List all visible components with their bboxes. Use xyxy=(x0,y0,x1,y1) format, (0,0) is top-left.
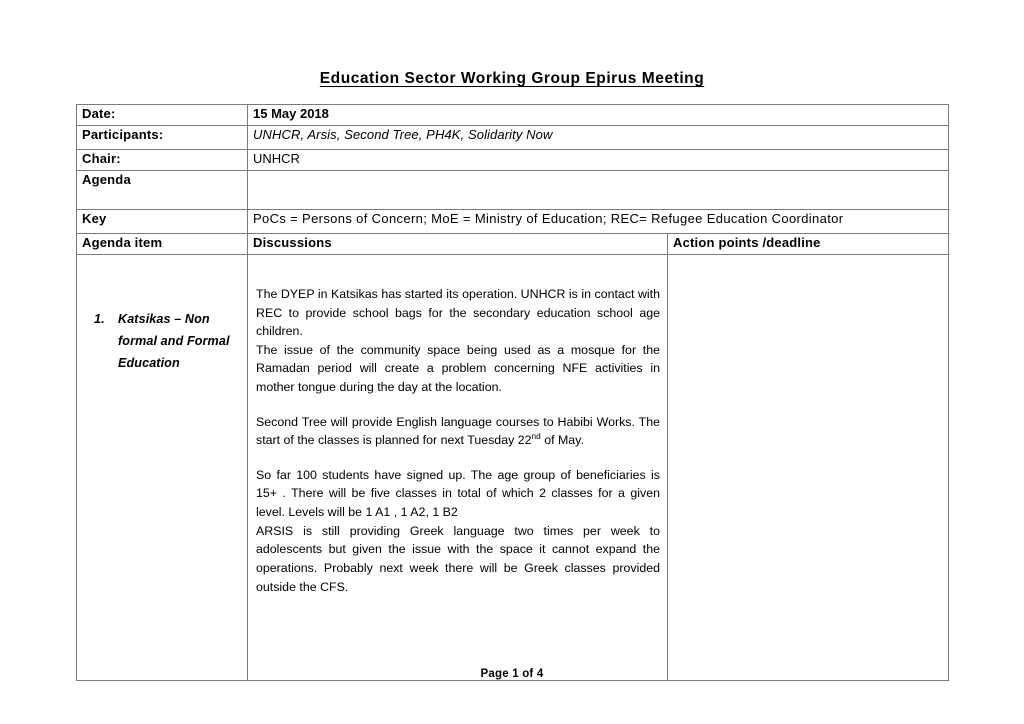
discussion-paragraph-3-text-a: Second Tree will provide English language courses to Habibi Works. The start of the classes is planned for next Tuesday 22 xyxy=(256,414,660,448)
agenda-item-label-line3: Education xyxy=(118,356,180,371)
discussion-paragraph-3 xyxy=(256,413,660,450)
discussions-cell xyxy=(248,255,668,681)
discussion-body xyxy=(253,256,662,596)
meeting-minutes-table xyxy=(76,104,949,681)
discussion-paragraph-5: ARSIS is still providing Greek language two times per week to adolescents but given the issue with the space it cannot expand the operations. Probably next week there will be Greek classes provided outside the CFS. xyxy=(256,523,660,594)
key-value: PoCs = Persons of Concern; MoE = Ministry of Education; REC= Refugee Education Coordinator xyxy=(248,210,949,234)
discussion-paragraph-3-text-b: of May. xyxy=(540,433,584,448)
discussion-paragraph-2: The issue of the community space being used as a mosque for the Ramadan period will create a problem concerning NFE activities in mother tongue during the day at the location. xyxy=(256,342,660,395)
action-points-cell xyxy=(668,255,949,681)
key-label: Key xyxy=(77,210,248,234)
table-header-row xyxy=(77,234,949,255)
table-row-key xyxy=(77,210,949,234)
table-row-content xyxy=(77,255,949,681)
agenda-item-list xyxy=(82,308,242,374)
agenda-item-label-line2: formal and Formal xyxy=(118,334,230,349)
discussion-paragraph-4: So far 100 students have signed up. The age group of beneficiaries is 15+ . There will be five classes in total of which 2 classes for a given level. Levels will be 1 A1 , 1 A2, 1 B2 xyxy=(256,467,660,520)
date-label: Date: xyxy=(77,105,248,126)
header-agenda-item: Agenda item xyxy=(77,234,248,255)
chair-value: UNHCR xyxy=(248,150,949,171)
agenda-value xyxy=(248,171,949,210)
agenda-item-number: 1. xyxy=(94,312,105,326)
table-row-participants xyxy=(77,126,949,150)
participants-value: UNHCR, Arsis, Second Tree, PH4K, Solidarity Now xyxy=(248,126,949,150)
table-row-agenda xyxy=(77,171,949,210)
page-title: Education Sector Working Group Epirus Meeting xyxy=(319,70,705,87)
table-row-date xyxy=(77,105,949,126)
header-discussions: Discussions xyxy=(248,234,668,255)
chair-label: Chair: xyxy=(77,150,248,171)
table-row-chair xyxy=(77,150,949,171)
agenda-label: Agenda xyxy=(77,171,248,210)
agenda-item-label-line1: Katsikas – Non xyxy=(118,312,210,326)
date-value: 15 May 2018 xyxy=(248,105,949,126)
agenda-item-cell xyxy=(77,255,248,681)
ordinal-suffix: nd xyxy=(531,431,541,442)
page-footer: Page 1 of 4 xyxy=(480,668,544,680)
participants-label: Participants: xyxy=(77,126,248,150)
list-item xyxy=(82,308,242,374)
header-action-points: Action points /deadline xyxy=(668,234,949,255)
discussion-paragraph-1: The DYEP in Katsikas has started its operation. UNHCR is in contact with REC to provide school bags for the secondary education school age children. xyxy=(256,287,660,339)
